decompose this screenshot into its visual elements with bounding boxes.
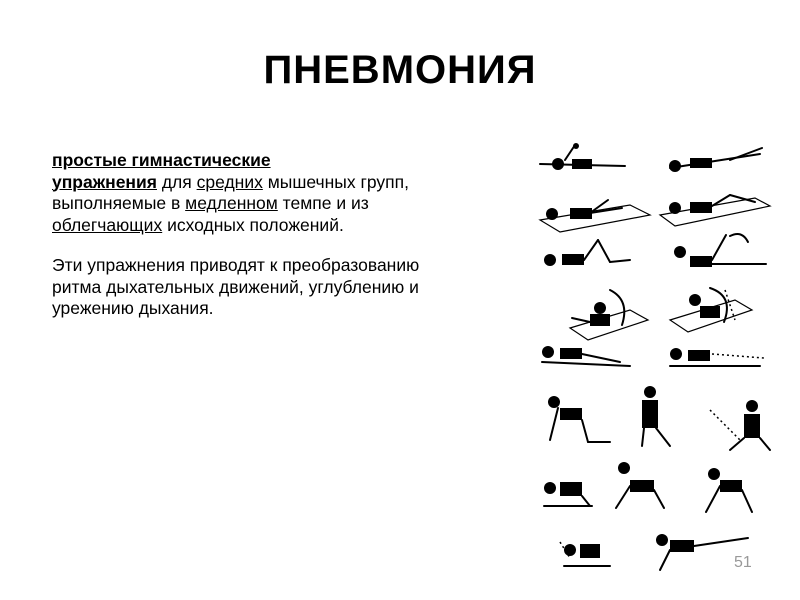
text-medium: средних (196, 171, 263, 192)
kneeling-stretch-figure (710, 400, 770, 450)
text-simple-exercises: простые гимнастические (52, 150, 271, 170)
slide-title: ПНЕВМОНИЯ (263, 48, 537, 92)
side-lying-figure-2 (670, 348, 764, 366)
all-fours-figure (548, 396, 610, 442)
leg-raise-figure (674, 234, 766, 267)
lying-mat-figure-2 (660, 195, 770, 226)
text-easing: облегчающих (52, 214, 163, 235)
exercise-figures-illustration (530, 140, 790, 590)
text-for: для (156, 171, 197, 192)
mat-twist-figure-2 (670, 288, 752, 332)
mat-twist-figure-1 (570, 290, 648, 340)
curl-figure (560, 542, 610, 566)
crawl-figure (616, 462, 664, 508)
page-number: 51 (734, 554, 752, 571)
side-lying-figure-1 (542, 346, 630, 366)
slide-body (52, 150, 442, 339)
text-tempo: темпе и из (277, 193, 369, 213)
paragraph-effects: Эти упражнения приводят к преобразованию ритма дыхательных движений, углублению и урежению дыхания. (52, 255, 420, 318)
child-pose-figure (544, 482, 592, 506)
lying-mat-figure-1 (540, 200, 650, 232)
knee-bend-figure (544, 240, 630, 266)
paragraph-exercises (52, 150, 442, 236)
text-positions: исходных положений. (162, 214, 344, 235)
text-slow: медленном (185, 193, 278, 213)
kneel-arms-down-figure (706, 468, 752, 512)
lying-figure-arms-up (540, 143, 625, 170)
kneeling-upright-figure (642, 386, 670, 446)
lying-figure-legs-up (669, 148, 762, 172)
text-exercises: упражнения (52, 171, 157, 192)
text-muscle-groups: мышечных групп, выполняемые в (52, 171, 409, 213)
